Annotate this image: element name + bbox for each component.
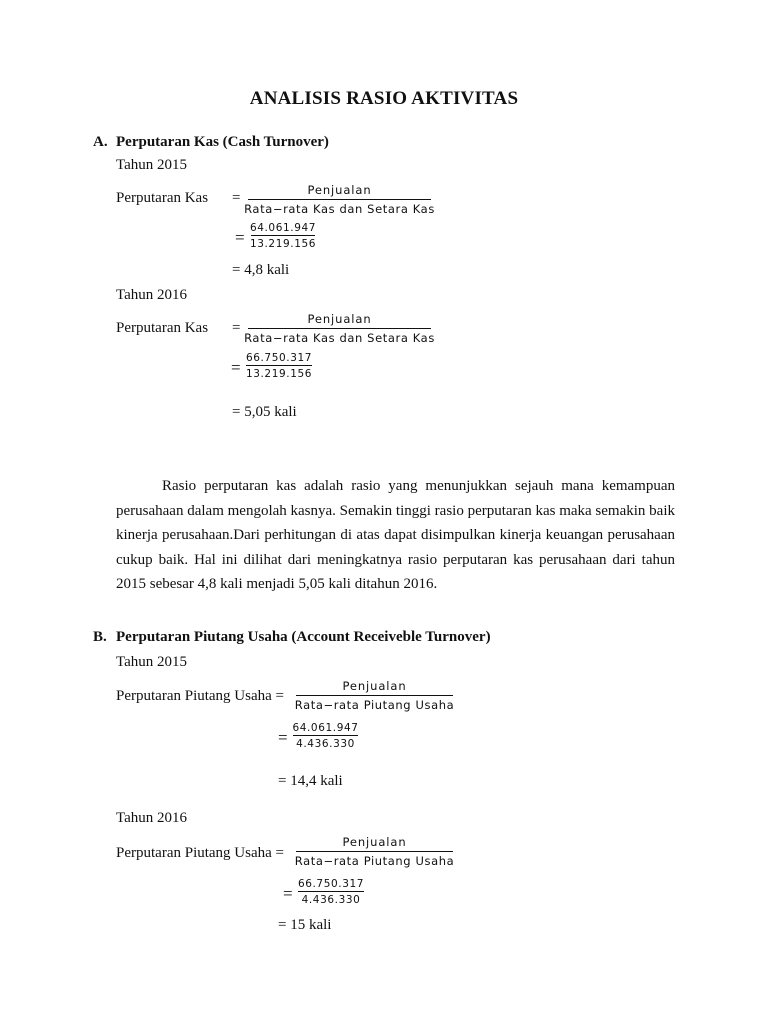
- formula-denominator: Rata−rata Piutang Usaha: [294, 698, 455, 712]
- section-b-2016-result: = 15 kali: [278, 917, 332, 933]
- value-numerator: 66.750.317: [297, 878, 365, 890]
- section-b-marker: B.: [93, 629, 107, 645]
- section-b-2015-values: [293, 722, 358, 750]
- section-a-2015-year: Tahun 2015: [116, 157, 188, 173]
- section-b-2016-value-equals: =: [283, 884, 293, 903]
- formula-denominator: Rata−rata Kas dan Setara Kas: [244, 331, 435, 345]
- formula-numerator: Penjualan: [307, 183, 372, 197]
- section-b-2015-value-equals: =: [278, 728, 288, 747]
- section-b-2015-label: Perputaran Piutang Usaha =: [116, 688, 285, 704]
- section-a-2016-formula: [244, 312, 435, 345]
- section-a-marker: A.: [93, 134, 108, 150]
- section-a-2015-label: Perputaran Kas: [116, 190, 209, 206]
- formula-numerator: Penjualan: [307, 312, 372, 326]
- formula-denominator: Rata−rata Piutang Usaha: [294, 854, 455, 868]
- formula-denominator: Rata−rata Kas dan Setara Kas: [244, 202, 435, 216]
- section-a-2015-result: = 4,8 kali: [232, 262, 290, 278]
- value-numerator: 64.061.947: [292, 722, 359, 734]
- section-a-2016-values: [246, 352, 312, 380]
- formula-numerator: Penjualan: [342, 679, 407, 693]
- section-b-2016-year: Tahun 2016: [116, 810, 188, 826]
- section-a-explanation: [116, 474, 675, 597]
- section-a-2016-year: Tahun 2016: [116, 287, 188, 303]
- section-b-2015-formula: [296, 679, 453, 712]
- section-b-2015-year: Tahun 2015: [116, 654, 188, 670]
- section-b-2016-values: [298, 878, 364, 906]
- section-a-2016-label: Perputaran Kas: [116, 320, 209, 336]
- value-numerator: 64.061.947: [249, 222, 317, 234]
- formula-numerator: Penjualan: [342, 835, 407, 849]
- section-a-2015-value-equals: =: [235, 228, 245, 247]
- section-b-heading: Perputaran Piutang Usaha (Account Receiveble Turnover): [116, 629, 491, 645]
- section-b-2016-label: Perputaran Piutang Usaha =: [116, 845, 285, 861]
- section-b-2015-result: = 14,4 kali: [278, 773, 343, 789]
- value-denominator: 4.436.330: [296, 738, 355, 750]
- value-denominator: 13.219.156: [249, 238, 317, 250]
- section-a-2015-formula: [244, 183, 435, 216]
- section-a-2015-equals: =: [232, 190, 241, 206]
- page-title: ANALISIS RASIO AKTIVITAS: [249, 88, 519, 109]
- explanation-paragraph: Rasio perputaran kas adalah rasio yang menunjukkan sejauh mana kemampuan perusahaan dalam mengolah kasnya. Semakin tinggi rasio perputaran kas maka semakin baik kinerja perusahaan.Dari perhitungan di atas dapat disimpulkan kinerja keuangan perusahaan cukup baik. Hal ini dilihat dari meningkatnya rasio perputaran kas perusahaan dari tahun 2015 sebesar 4,8 kali menjadi 5,05 kali ditahun 2016.: [116, 478, 675, 593]
- value-numerator: 66.750.317: [245, 352, 313, 364]
- value-denominator: 13.219.156: [245, 368, 313, 380]
- section-a-2015-values: [251, 222, 315, 250]
- value-denominator: 4.436.330: [301, 894, 361, 906]
- section-a-2016-result: = 5,05 kali: [232, 404, 297, 420]
- section-a-2016-equals: =: [232, 320, 241, 336]
- section-b-2016-formula: [296, 835, 453, 868]
- section-a-heading: Perputaran Kas (Cash Turnover): [116, 134, 329, 150]
- section-a-2016-value-equals: =: [231, 358, 241, 377]
